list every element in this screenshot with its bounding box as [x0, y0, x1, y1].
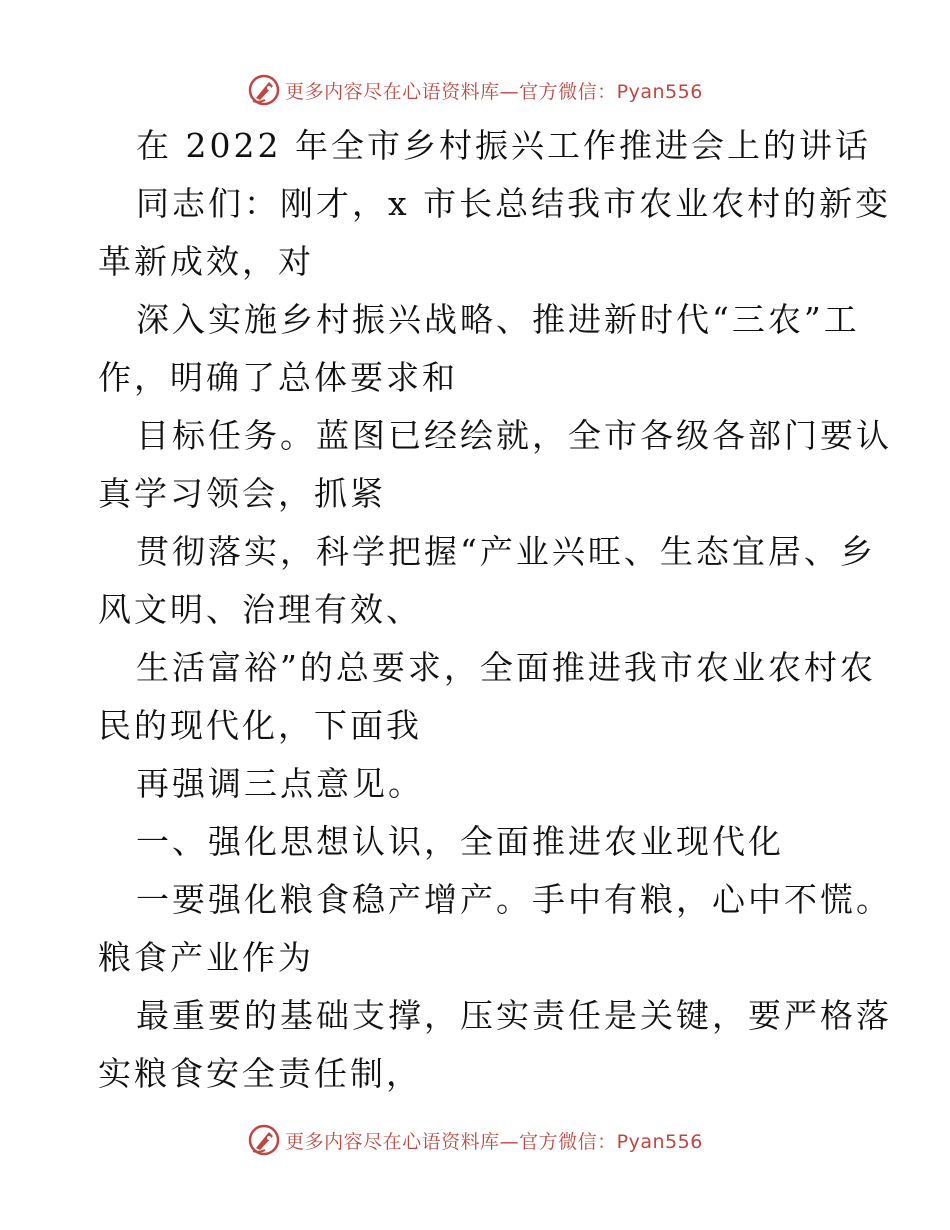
header-watermark-text: 更多内容尽在心语资料库—官方微信：Pyan556 [285, 80, 703, 103]
paragraph-line: 民的现代化，下面我 [98, 706, 422, 745]
paragraph-line: 实粮食安全责任制， [98, 1054, 422, 1093]
paragraph-line: 粮食产业作为 [98, 938, 314, 977]
pen-nib-logo-icon [247, 73, 281, 107]
paragraph-line: 深入实施乡村振兴战略、推进新时代“三农”工 [136, 300, 860, 339]
paragraph-line: 真学习领会，抓紧 [98, 474, 386, 513]
header-watermark-banner [0, 70, 950, 110]
footer-watermark-text: 更多内容尽在心语资料库—官方微信：Pyan556 [285, 1130, 703, 1153]
paragraph-line: 最重要的基础支撑，压实责任是关键，要严格落 [136, 996, 892, 1035]
pen-nib-logo-icon [247, 1123, 281, 1157]
paragraph-line: 革新成效，对 [98, 242, 314, 281]
paragraph-line: 再强调三点意见。 [136, 764, 424, 803]
paragraph-line: 生活富裕”的总要求，全面推进我市农业农村农 [136, 648, 876, 687]
paragraph-line: 一要强化粮食稳产增产。手中有粮，心中不慌。 [136, 880, 892, 919]
document-body [98, 117, 892, 1103]
paragraph-line: 目标任务。蓝图已经绘就，全市各级各部门要认 [136, 416, 892, 455]
paragraph-line: 同志们：刚才，x 市长总结我市农业农村的新变 [136, 184, 892, 223]
document-title: 在 2022 年全市乡村振兴工作推进会上的讲话 [136, 126, 871, 165]
paragraph-line: 贯彻落实，科学把握“产业兴旺、生态宜居、乡 [136, 532, 876, 571]
paragraph-line: 作，明确了总体要求和 [98, 358, 458, 397]
paragraph-line: 风文明、治理有效、 [98, 590, 422, 629]
footer-watermark-banner [0, 1120, 950, 1160]
section-heading: 一、强化思想认识，全面推进农业现代化 [136, 822, 784, 861]
